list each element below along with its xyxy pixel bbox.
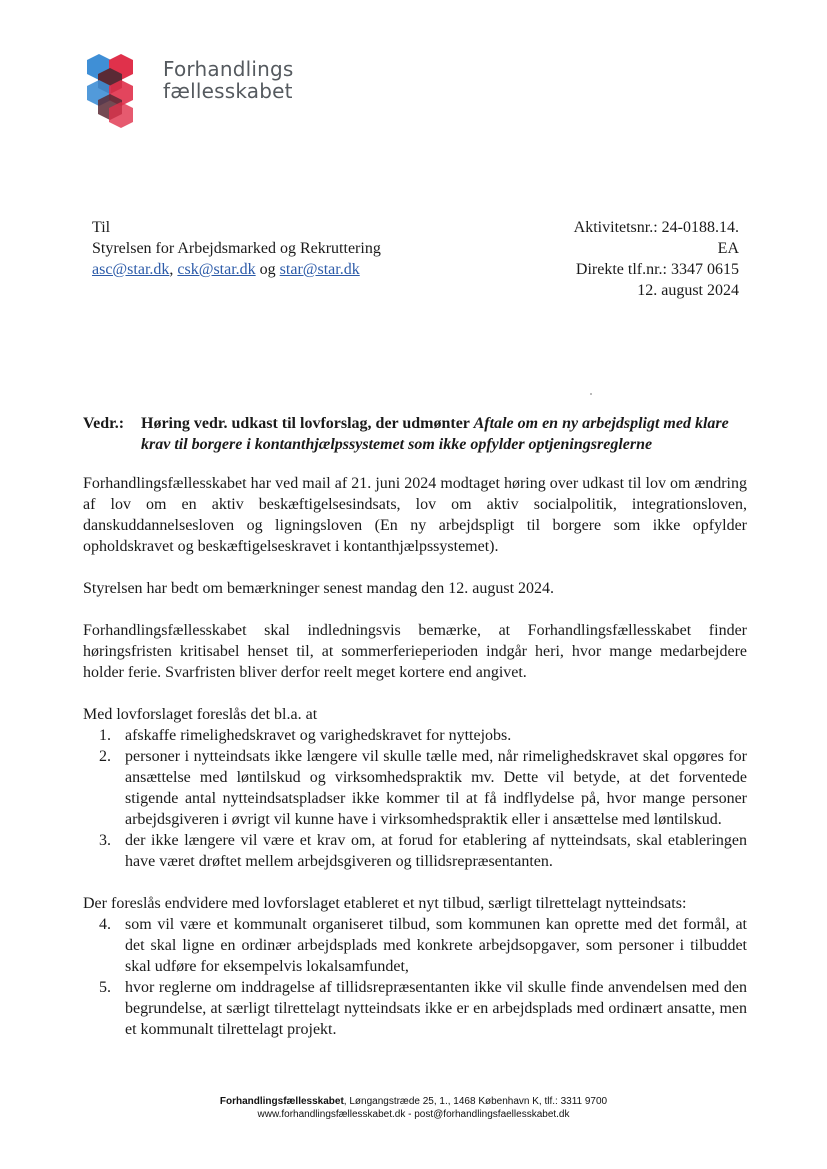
activity-number: Aktivitetsnr.: 24-0188.14. — [573, 219, 739, 236]
logo — [85, 50, 325, 130]
list-item-text: afskaffe rimelighedskravet og varighedskravet for nyttejobs. — [125, 727, 512, 744]
subject-italic: Aftale om en ny arbejdspligt med klare krav til borgere i kontanthjælpssystemet som ikke opfylder optjeningsreglerne — [141, 415, 729, 453]
recipient-org: Styrelsen for Arbejdsmarked og Rekruttering — [92, 240, 381, 257]
list-2-intro: Der foreslås endvidere med lovforslaget etableret et nyt tilbud, særligt tilrettelagt nytteindsats: — [83, 895, 687, 912]
recipient-emails — [92, 259, 381, 280]
letter-body — [83, 473, 747, 1061]
email-link-asc[interactable]: asc@star.dk — [92, 261, 170, 278]
recipient-block — [92, 217, 381, 280]
list-item-number: 3. — [99, 832, 111, 849]
email-link-csk[interactable]: csk@star.dk — [177, 261, 256, 278]
email-separator: , — [169, 261, 178, 278]
paragraph-2: Styrelsen har bedt om bemærkninger senest mandag den 12. august 2024. — [83, 580, 555, 597]
logo-wordmark — [163, 58, 294, 102]
list-1 — [83, 725, 747, 872]
scan-mark — [590, 393, 592, 395]
list-item — [83, 725, 747, 746]
meta-block — [574, 217, 739, 301]
list-item-number: 1. — [99, 727, 111, 744]
list-item — [83, 914, 747, 977]
email-link-star[interactable]: star@star.dk — [279, 261, 360, 278]
list-item-text: personer i nytteindsats ikke længere vil skulle tælle med, når rimelighedskravet skal opgøres for ansættelse med løntilskud og virksomhedspraktik mv. Dette vil betyde, at det forventede stigende antal nytteindsatspladser ikke kommer til at få indflydelse på, hvor mange personer arbejdsgiveren i øvrigt vil kunne have i virksomhedspraktik eller i ansættelse med løntilskud. — [125, 748, 747, 828]
subject-label: Vedr.: — [83, 415, 125, 432]
footer — [0, 1095, 827, 1121]
recipient-to: Til — [92, 219, 111, 236]
list-item-text: som vil være et kommunalt organiseret tilbud, som kommunen kan oprette med det formål, at det skal ligne en ordinær arbejdsplads med konkrete arbejdsopgaver, som personer i tilbuddet skal udføre for eksempelvis lokalsamfundet, — [125, 916, 747, 975]
list-item-number: 4. — [99, 916, 111, 933]
list-item-text: der ikke længere vil være et krav om, at forud for etablering af nytteindsats, skal etableringen have været drøftet mellem arbejdsgiveren og tillidsrepræsentanten. — [125, 832, 747, 870]
subject-text — [141, 413, 751, 455]
logo-hexagon-icon — [85, 50, 149, 130]
list-item — [83, 746, 747, 830]
paragraph-1: Forhandlingsfællesskabet har ved mail af 21. juni 2024 modtaget høring over udkast til lov om ændring af lov om en aktiv beskæftigelsesindsats, lov om aktiv socialpolitik, integrationsloven, danskuddannelsesloven og ligningsloven (En ny arbejdspligt til borgere som ikke opfylder opholdskravet og beskæftigelseskravet i kontanthjælpssystemet). — [83, 475, 747, 555]
footer-email[interactable]: post@forhandlingsfaellesskabet.dk — [414, 1109, 570, 1120]
footer-line-2 — [0, 1108, 827, 1121]
email-and: og — [255, 261, 280, 278]
list-item — [83, 977, 747, 1040]
footer-web[interactable]: www.forhandlingsfællesskabet.dk — [257, 1109, 406, 1120]
footer-address: , Løngangstræde 25, 1., 1468 København K, tlf.: 3311 9700 — [343, 1096, 608, 1107]
list-1-intro: Med lovforslaget foreslås det bl.a. at — [83, 706, 318, 723]
list-item-number: 5. — [99, 979, 111, 996]
direct-phone: Direkte tlf.nr.: 3347 0615 — [575, 261, 739, 278]
letter-date: 12. august 2024 — [637, 282, 739, 299]
list-2 — [83, 914, 747, 1040]
footer-org: Forhandlingsfællesskabet — [219, 1096, 344, 1107]
logo-line-1: Forhandlings — [163, 57, 294, 81]
list-item-text: hvor reglerne om inddragelse af tillidsrepræsentanten ikke vil skulle finde anvendelsen med den begrundelse, at særligt tilrettelagt nytteindsats ikke er en arbejdsplads med ordinært ansatte, men et kommunalt tilrettelagt projekt. — [125, 979, 747, 1038]
subject-plain: Høring vedr. udkast til lovforslag, der udmønter — [141, 415, 474, 432]
list-item — [83, 830, 747, 872]
list-item-number: 2. — [99, 748, 111, 765]
initials: EA — [717, 240, 739, 257]
logo-line-2: fællesskabet — [163, 79, 293, 103]
footer-line-1 — [0, 1095, 827, 1108]
paragraph-3: Forhandlingsfællesskabet skal indledningsvis bemærke, at Forhandlingsfællesskabet finder høringsfristen kritisabel henset til, at sommerferieperioden indgår heri, hvor mange medarbejdere holder ferie. Svarfristen bliver derfor reelt meget kortere end angivet. — [83, 622, 747, 681]
footer-separator: - — [405, 1109, 415, 1120]
